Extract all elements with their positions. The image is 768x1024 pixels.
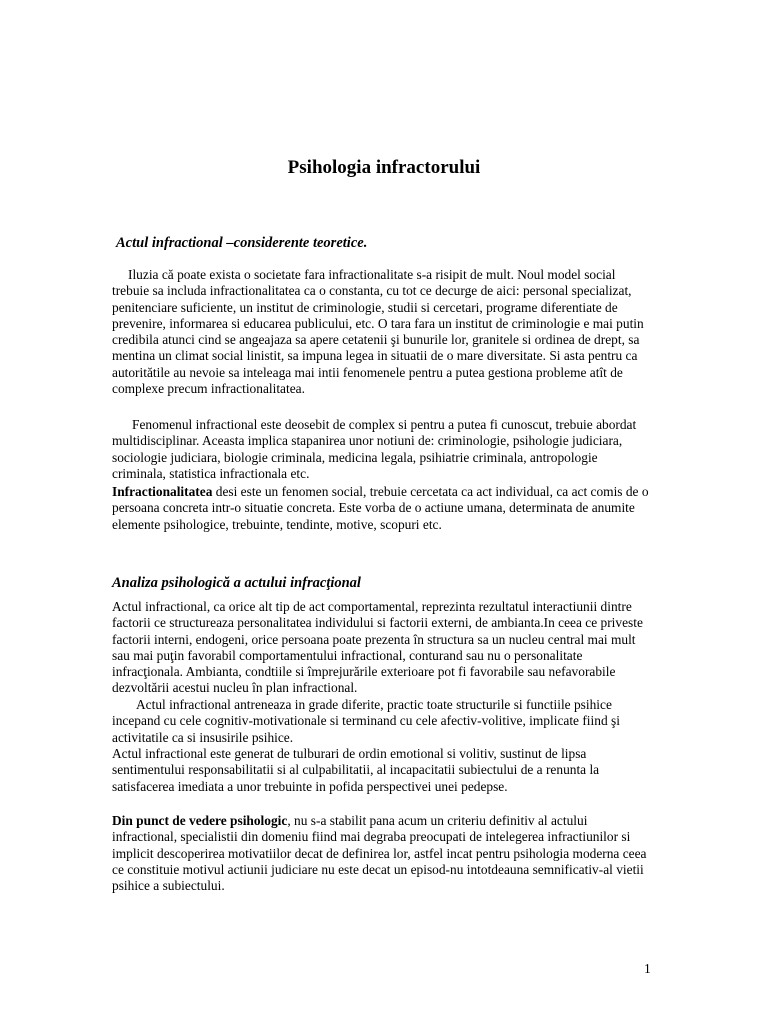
page-number: 1 — [644, 961, 651, 976]
paragraph-infractionalitatea-text: desi este un fenomen social, trebuie cercetata ca act individual, ca act comis de o persoana concreta intr-o situatie concreta. Este vorba de o actiune umana, determinata de anumite elemente psihologice, trebuinte, tendinte, motive, scopuri etc. — [112, 484, 649, 532]
paragraph-iluzia: Iluzia că poate exista o societate fara infractionalitate s-a risipit de mult. Noul model social trebuie sa includa infractionalitatea ca o constanta, cu tot ce decurge de aici: personal specializat, penitenciare suficiente, un institut de criminologie, studii si cercetari, programe diferentiate de prevenire, informarea si educarea publicului, etc. O tara fara un institut de criminologie e mai putin credibila atunci cind se angeajaza sa apere cetatenii şi bunurile lor, granitele si ordinea de drept, sa mentina un climat social linistit, sa impuna legea in situatii de o mare diversitate. Si asta pentru ca autoritătile au nevoie sa inteleaga mai intii fenomenele pentru a putea gestiona probleme atît de complexe precum infractionalitatea. — [112, 267, 644, 397]
paragraph-fenomenul: Fenomenul infractional este deosebit de complex si pentru a putea fi cunoscut, trebuie abordat multidisciplinar. Aceasta implica stapanirea unor notiuni de: criminologie, psihologie judiciara, sociologie judiciara, biologie criminala, medicina legala, psihiatrie criminala, antropologie criminala, statistica infractionala etc. — [112, 417, 637, 481]
paragraph-din-punct-de-vedere-text: , nu s-a stabilit pana acum un criteriu definitiv al actului infractional, specialistii din domeniu fiind mai degraba preocupati de intelegerea infractiunilor si implicit descoperirea motivatiilor decat de definirea lor, astfel incat pentru psihologia moderna ceea ce constituie motivul actiunii judiciare nu este decat un episod-nu intotdeauna semnificativ-al vietii psihice a subiectului. — [112, 813, 647, 894]
paragraph-actul-antreneaza: Actul infractional antreneaza in grade diferite, practic toate structurile si functiile psihice incepand cu cele cognitiv-motivationale si terminand cu cele afectiv-volitive, implicate fiind şi activitatile ca si insusirile psihice. — [112, 697, 620, 745]
paragraph-infractionalitatea — [112, 484, 652, 533]
paragraph-actul-ca-orice: Actul infractional, ca orice alt tip de act comportamental, reprezinta rezultatul interactiunii dintre factorii ce structureaza personalitatea individului si factorii externi, de ambianta.In ceea ce priveste factorii interni, endogeni, orice persoana poate prezenta în structura sa un nucleu central mai mult sau mai puţin favorabil comportamentului infractional, conturand sau nu o personalitate infracţionala. Ambianta, condtiile si împrejurările exterioare pot fi favorabile sau nefavorabile dezvoltării acestui nucleu în plan infractional. — [112, 599, 643, 696]
paragraph-din-punct-de-vedere — [112, 813, 652, 894]
document-title: Psihologia infractorului — [287, 157, 481, 178]
bold-term-infractionalitatea: Infractionalitatea — [112, 484, 213, 499]
paragraph-actul-generat: Actul infractional este generat de tulburari de ordin emotional si volitiv, sustinut de lipsa sentimentului responsabilitatii si al culpabilitatii, al incapacitatii subiectului de a renunta la satisfacerea imediata a unor trebuinte in pofida perspectivei unei pedepse. — [112, 746, 600, 794]
section-heading-analiza-psihologica: Analiza psihologică a actului infracţional — [112, 575, 361, 591]
bold-term-din-punct-de-vedere: Din punct de vedere psihologic — [112, 813, 288, 828]
section-heading-actul-infractional: Actul infractional –considerente teoretice. — [116, 235, 368, 251]
